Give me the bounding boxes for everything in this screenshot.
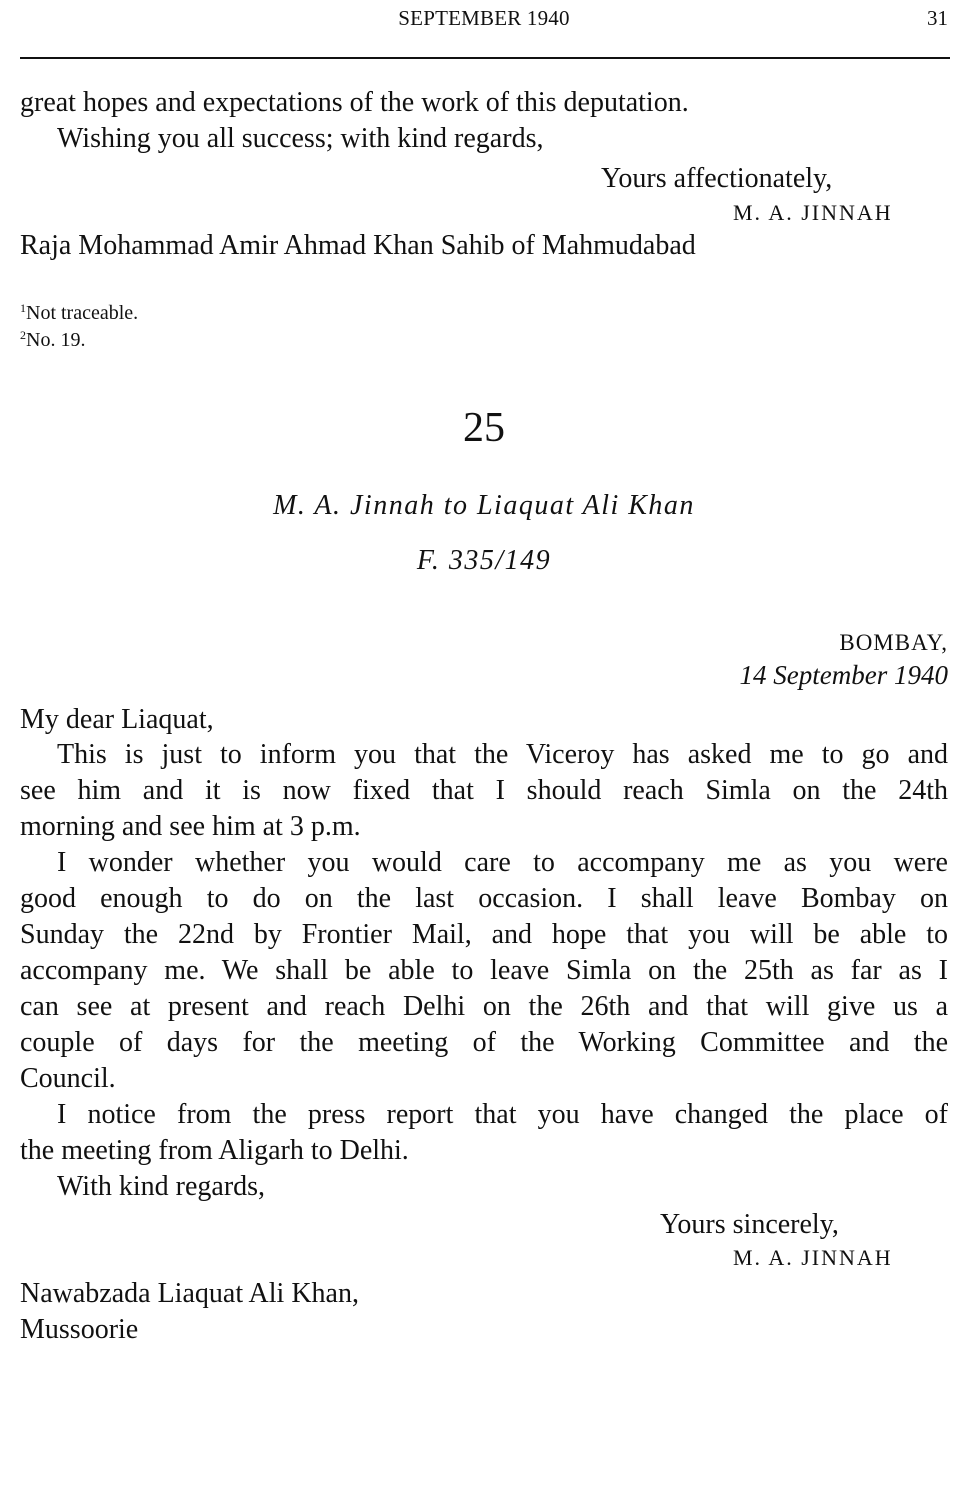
footnote	[20, 322, 85, 353]
footnote-text: Not traceable.	[26, 302, 139, 324]
document-title: M. A. Jinnah to Liaquat Ali Khan	[273, 490, 695, 521]
paragraph-line: I notice from the press report that you have changed the place of	[57, 1099, 948, 1130]
document-number: 25	[463, 405, 505, 451]
footnote-marker: 2	[20, 328, 26, 342]
paragraph-line: I wonder whether you would care to accompany me as you were	[57, 847, 948, 878]
header-rule	[20, 57, 950, 59]
paragraph-line: Council.	[20, 1063, 116, 1094]
previous-letter-signature: M. A. JINNAH	[733, 200, 893, 225]
footnote-marker: 1	[20, 301, 26, 315]
addressee-name: Nawabzada Liaquat Ali Khan,	[20, 1278, 359, 1309]
letter-place: BOMBAY,	[839, 630, 948, 655]
paragraph-line: good enough to do on the last occasion. I shall leave Bombay on	[20, 883, 948, 914]
paragraph-line: the meeting from Aligarh to Delhi.	[20, 1135, 409, 1166]
running-title: SEPTEMBER 1940	[398, 6, 570, 30]
paragraph-line: Sunday the 22nd by Frontier Mail, and hope that you will be able to	[20, 919, 948, 950]
page-number: 31	[927, 6, 948, 30]
previous-letter-line: great hopes and expectations of the work of this deputation.	[20, 87, 689, 118]
footnote-text: No. 19.	[26, 329, 86, 351]
running-head	[0, 6, 968, 36]
file-reference: F. 335/149	[416, 545, 552, 576]
paragraph-line: see him and it is now fixed that I should reach Simla on the 24th	[20, 775, 948, 806]
previous-letter-closing: Yours affectionately,	[601, 163, 833, 194]
previous-letter-addressee: Raja Mohammad Amir Ahmad Khan Sahib of Mahmudabad	[20, 230, 696, 261]
paragraph-line: couple of days for the meeting of the Working Committee and the	[20, 1027, 948, 1058]
letter-date: 14 September 1940	[739, 660, 948, 690]
regards-line: With kind regards,	[57, 1171, 266, 1202]
addressee-place: Mussoorie	[20, 1314, 139, 1345]
paragraph-line: accompany me. We shall be able to leave Simla on the 25th as far as I	[20, 955, 948, 986]
previous-letter-line: Wishing you all success; with kind regards,	[57, 123, 544, 154]
letter-signature: M. A. JINNAH	[733, 1245, 893, 1270]
paragraph-line: morning and see him at 3 p.m.	[20, 811, 361, 842]
salutation: My dear Liaquat,	[20, 704, 214, 735]
paragraph-line: This is just to inform you that the Viceroy has asked me to go and	[57, 739, 948, 770]
letter-closing: Yours sincerely,	[660, 1209, 839, 1240]
paragraph-line: can see at present and reach Delhi on the 26th and that will give us a	[20, 991, 948, 1022]
